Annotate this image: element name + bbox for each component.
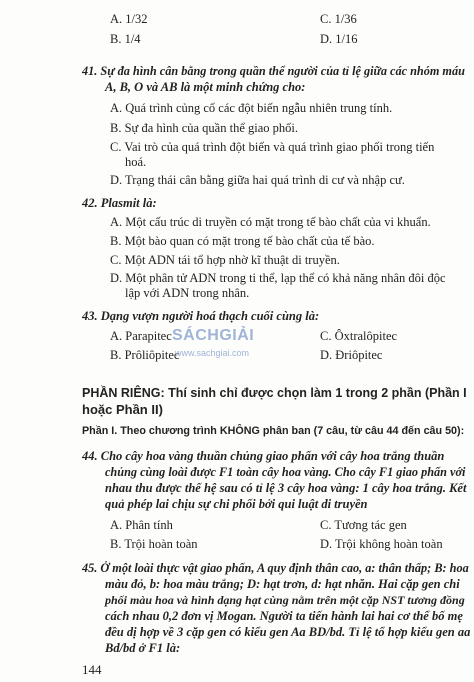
part-1-heading: Phần I. Theo chương trình KHÔNG phân ban (7 câu, từ câu 44 đến câu 50): — [82, 425, 465, 437]
option-b: B. 1/4 — [110, 32, 141, 46]
q44-option-a: A. Phân tính — [110, 518, 173, 532]
q44-option-c: C. Tương tác gen — [320, 518, 407, 532]
question-44-text-cont-1: chủng cùng loài được F1 toàn cây hoa vàng. Cho cây F1 giao phấn với — [105, 465, 466, 479]
q41-option-c: C. Vai trò của quá trình đột biến và quá trình giao phối trong tiến — [110, 140, 435, 154]
q41-option-a: A. Quá trình củng cố các đột biến ngẫu nhiên trung tính. — [110, 101, 393, 115]
q44-option-b: B. Trội hoàn toàn — [110, 537, 198, 551]
q42-option-d: D. Một phân tử ADN trong ti thể, lạp thể có khả năng nhân đôi độc — [110, 271, 446, 285]
question-45-text-cont-3: cách nhau 0,2 đơn vị Mogan. Người ta tiến hành lai hai cơ thể bố mẹ — [105, 609, 463, 623]
option-c: C. 1/36 — [320, 12, 357, 26]
q43-option-c: C. Ôxtralôpitec — [320, 329, 398, 343]
question-43-text: 43. Dạng vượn người hoá thạch cuối cùng là: — [82, 309, 320, 323]
q41-option-d: D. Trạng thái cân bằng giữa hai quá trình di cư và nhập cư. — [110, 173, 405, 187]
section-heading: PHẦN RIÊNG: Thí sinh chỉ được chọn làm 1 trong 2 phần (Phần I — [82, 386, 467, 400]
question-41-text: 41. Sự đa hình cân bằng trong quần thể người của tỉ lệ giữa các nhóm máu — [82, 64, 465, 78]
question-44-text: 44. Cho cây hoa vàng thuần chủng giao phấn với cây hoa trắng thuần — [82, 449, 445, 463]
question-45-text-cont-1: màu đỏ, b: hoa màu trắng; D: hạt trơn, d: hạt nhăn. Hai cặp gen chi — [105, 577, 460, 591]
q44-option-d: D. Trội không hoàn toàn — [320, 537, 443, 551]
q42-option-c: C. Một ADN tái tổ hợp nhờ kĩ thuật di truyền. — [110, 253, 340, 267]
question-45-text-cont-2: phối màu hoa và hình dạng hạt cùng nằm trên một cặp NST tương đồng — [105, 593, 465, 607]
q42-option-a: A. Một cấu trúc di truyền có mặt trong tế bào chất của vi khuẩn. — [110, 215, 431, 229]
watermark-logo: SÁCHGIẢI — [172, 327, 255, 344]
watermark-url: www.sachgiai.com — [175, 348, 250, 358]
option-d: D. 1/16 — [320, 32, 358, 46]
q42-option-d-cont: lập với ADN trong nhân. — [125, 286, 250, 300]
question-45-text: 45. Ở một loài thực vật giao phấn, A quy định thân cao, a: thân thấp; B: hoa — [82, 561, 469, 575]
question-41-text-cont: A, B, O và AB là một minh chứng cho: — [105, 80, 306, 94]
question-45-text-cont-5: Bd/bd ở F1 là: — [105, 641, 181, 655]
question-45-text-cont-4: đều dị hợp về 3 cặp gen có kiểu gen Aa BD/bd. Tỉ lệ tổ hợp kiểu gen aa — [105, 625, 471, 639]
section-heading-cont: hoặc Phần II) — [82, 402, 163, 417]
q41-option-b: B. Sự đa hình của quần thể giao phối. — [110, 121, 298, 135]
q43-option-d: D. Đriôpitec — [320, 348, 383, 362]
question-44-text-cont-3: quả phép lai chịu sự chi phối bởi qui luật di truyền — [105, 497, 368, 511]
q41-option-c-cont: hoá. — [125, 155, 147, 169]
page-number: 144 — [82, 662, 102, 677]
question-42-text: 42. Plasmit là: — [82, 196, 157, 210]
question-44-text-cont-2: nhau thu được thế hệ sau có tỉ lệ 3 cây hoa vàng: 1 cây hoa trắng. Kết — [105, 481, 467, 495]
q43-option-b: B. Prôliôpitec — [110, 348, 180, 362]
option-a: A. 1/32 — [110, 12, 148, 26]
q43-option-a: A. Parapitec — [110, 329, 172, 343]
q42-option-b: B. Một bào quan có mặt trong tế bào chất của tế bào. — [110, 234, 375, 248]
